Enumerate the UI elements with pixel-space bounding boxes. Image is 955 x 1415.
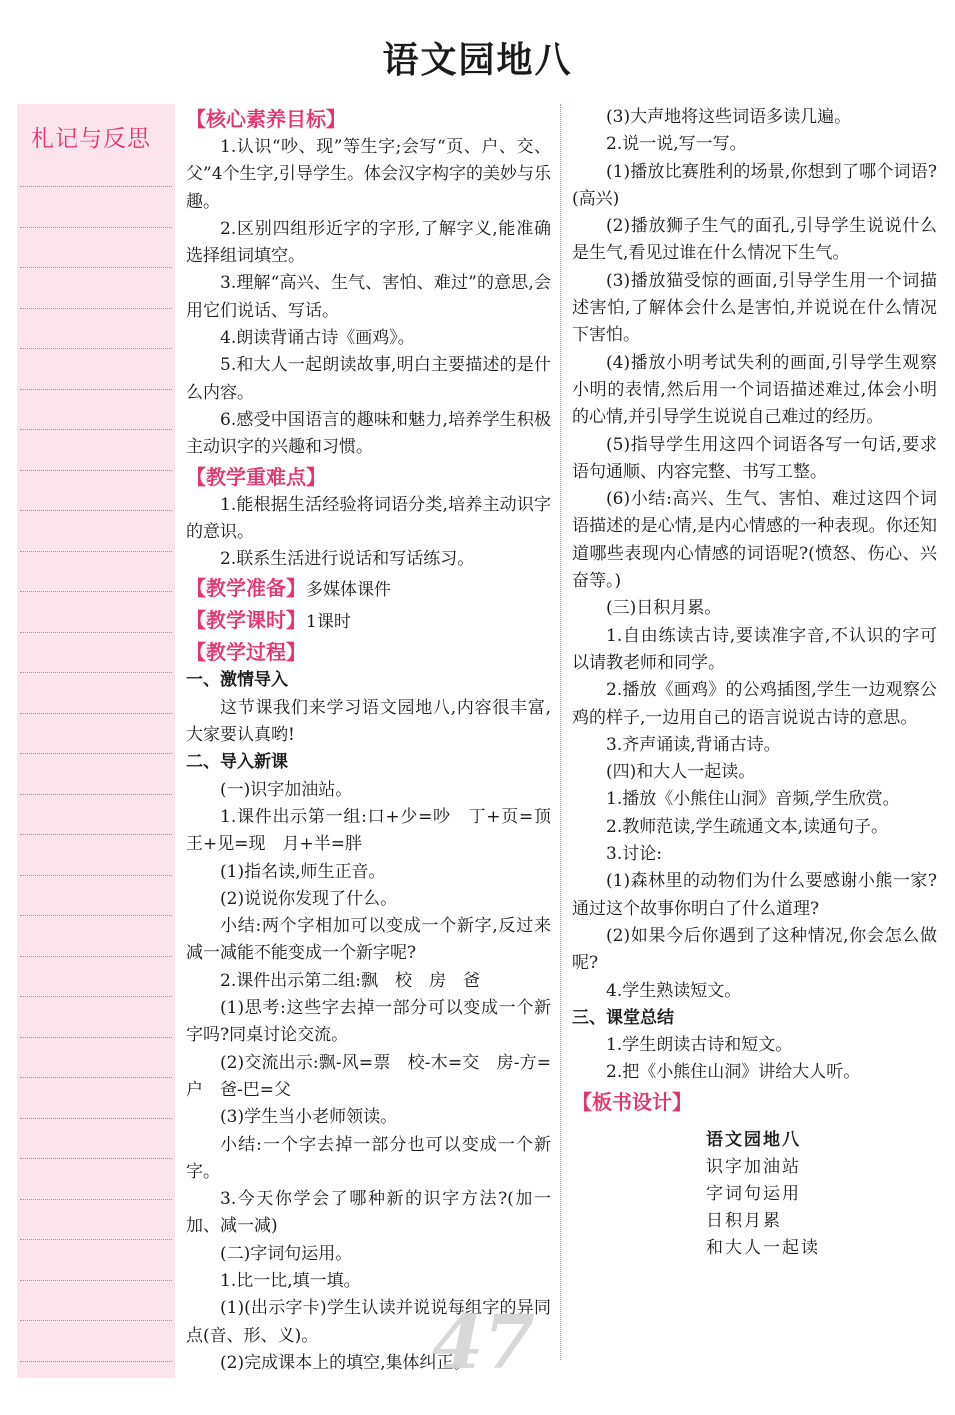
paragraph: 1.比一比,填一填。 [220,1270,361,1291]
note-line [20,267,172,268]
note-line [20,308,172,309]
note-line [20,591,172,592]
paragraph: (四)和大人一起读。 [606,762,756,783]
paragraph: (一)识字加油站。 [220,779,353,800]
paragraph: (1)指名读,师生正音。 [220,861,386,882]
note-line [20,713,172,714]
goal-item: 5.和大人一起朗读故事,明白主要描述的是什么内容。 [186,355,551,403]
board-design [572,1127,937,1262]
paragraph: (4)播放小明考试失利的画面,引导学生观察小明的表情,然后用一个词语描述难过,体会小明的心情,并引导学生说说自己难过的经历。 [572,352,937,428]
note-line [20,1118,172,1119]
paragraph: 1.自由练读古诗,要读准字音,不认识的字可以请教老师和同学。 [572,625,937,673]
hours-heading: 【教学课时】 [186,608,306,633]
note-line [20,389,172,390]
goal-item: 6.感受中国语言的趣味和魅力,培养学生积极主动识字的兴趣和习惯。 [186,409,551,458]
paragraph: 2.课件出示第二组:飘 校 房 爸 [220,970,480,991]
paragraph: 2.说一说,写一写。 [606,134,747,155]
paragraph: (5)指导学生用这四个词语各写一句话,要求语句通顺、内容完整、书写工整。 [572,434,937,482]
paragraph: 3.今天你学会了哪种新的识字方法?(加一加、减一减) [186,1189,551,1237]
paragraph: 2.教师范读,学生疏通文本,读通句子。 [606,816,889,837]
key-point-item: 2.联系生活进行说话和写话练习。 [220,549,475,570]
sidebar-title: 札记与反思 [31,126,151,152]
note-line [20,1158,172,1159]
note-line [20,186,172,187]
paragraph: 小结:两个字相加可以变成一个新字,反过来减一减能不能变成一个新字呢? [186,916,551,964]
step-heading: 一、激情导入 [186,670,288,691]
board-item: 识字加油站 [706,1156,801,1177]
note-line [20,551,172,552]
paragraph: (1)(出示字卡)学生认读并说说每组字的异同点(音、形、义)。 [186,1298,551,1346]
paragraph: (2)说说你发现了什么。 [220,888,398,909]
note-line [20,672,172,673]
note-line [20,1037,172,1038]
section-heading-prep [186,573,551,605]
paragraph: (3)学生当小老师领读。 [220,1107,398,1128]
note-line [20,1320,172,1321]
hours-value: 1课时 [306,612,351,633]
board-item: 日积月累 [706,1210,782,1231]
paragraph: 小结:一个字去掉一部分也可以变成一个新字。 [186,1134,551,1182]
paragraph: 3.齐声诵读,背诵古诗。 [606,734,781,755]
note-line [20,1239,172,1240]
section-heading-board: 【板书设计】 [572,1089,692,1114]
key-point-item: 1.能根据生活经验将词语分类,培养主动识字的意识。 [186,494,551,542]
paragraph: (2)完成课本上的填空,集体纠正。 [220,1352,471,1373]
note-line [20,429,172,430]
prep-heading: 【教学准备】 [186,576,306,601]
paragraph: 4.学生熟读短文。 [606,980,742,1001]
paragraph: 1.课件出示第一组:口+少=吵 丁+页=顶 王+见=现 月+半=胖 [186,806,568,855]
note-line [20,1280,172,1281]
page-title: 语文园地八 [382,40,573,81]
goal-item: 1.认识“吵、现”等生字;会写“页、户、交、父”4个生字,引导学生。体会汉字构字的美妙与乐趣。 [186,137,551,212]
board-item: 字词句运用 [706,1183,801,1204]
paragraph: (3)大声地将这些词语多读几遍。 [606,107,852,127]
step-heading: 三、课堂总结 [572,1007,674,1028]
section-heading-key-points: 【教学重难点】 [186,464,326,489]
right-column [572,104,937,1262]
note-line [20,510,172,511]
note-line [20,1077,172,1078]
note-line [20,470,172,471]
column-divider [560,104,561,1360]
note-line [20,1199,172,1200]
step-heading: 二、导入新课 [186,752,288,773]
paragraph: (二)字词句运用。 [220,1243,353,1264]
paragraph: 1.播放《小熊住山洞》音频,学生欣赏。 [606,789,900,810]
paragraph: (三)日积月累。 [606,598,722,619]
paragraph: 3.讨论: [606,844,662,865]
prep-value: 多媒体课件 [306,580,391,601]
note-line [20,1361,172,1362]
goal-item: 2.区别四组形近字的字形,了解字义,能准确选择组词填空。 [186,218,551,267]
paragraph: (1)思考:这些字去掉一部分可以变成一个新字吗?同桌讨论交流。 [186,998,551,1046]
paragraph: 2.把《小熊住山洞》讲给大人听。 [606,1062,861,1083]
note-line [20,956,172,957]
paragraph: (1)播放比赛胜利的场景,你想到了哪个词语?(高兴) [572,161,937,209]
paragraph: (2)如果今后你遇到了这种情况,你会怎么做呢? [572,925,937,974]
note-line [20,834,172,835]
page-number: 47 [432,1300,535,1386]
left-column [186,104,568,1377]
board-title: 语文园地八 [706,1129,801,1150]
note-line [20,348,172,349]
paragraph: (1)森林里的动物们为什么要感谢小熊一家?通过这个故事你明白了什么道理? [572,871,937,919]
goal-item: 3.理解“高兴、生气、害怕、难过”的意思,会用它们说话、写话。 [186,273,551,321]
note-line [20,794,172,795]
paragraph: (2)播放狮子生气的面孔,引导学生说说什么是生气,看见过谁在什么情况下生气。 [572,216,937,264]
note-line [20,753,172,754]
note-line [20,996,172,997]
note-line [20,227,172,228]
paragraph: 2.播放《画鸡》的公鸡插图,学生一边观察公鸡的样子,一边用自己的语言说说古诗的意思。 [572,680,937,728]
section-heading-goals: 【核心素养目标】 [186,107,346,131]
board-item: 和大人一起读 [706,1237,820,1258]
paragraph: (6)小结:高兴、生气、害怕、难过这四个词语描述的是心情,是内心情感的一种表现。你还知道哪些表现内心情感的词语呢?(愤怒、伤心、兴奋等。) [572,489,937,592]
paragraph: (3)播放猫受惊的画面,引导学生用一个词描述害怕,了解体会什么是害怕,并说说在什么情况下害怕。 [572,270,937,346]
paragraph: 1.学生朗读古诗和短文。 [606,1035,793,1056]
note-line [20,632,172,633]
paragraph: (2)交流出示:飘-风=票 校-木=交 房-方=户 爸-巴=父 [186,1052,551,1100]
note-line [20,915,172,916]
note-line [20,875,172,876]
section-heading-process: 【教学过程】 [186,640,306,665]
paragraph: 这节课我们来学习语文园地八,内容很丰富,大家要认真哟! [186,697,551,746]
section-heading-hours [186,605,551,637]
goal-item: 4.朗读背诵古诗《画鸡》。 [220,328,415,349]
notes-sidebar [17,104,175,1378]
